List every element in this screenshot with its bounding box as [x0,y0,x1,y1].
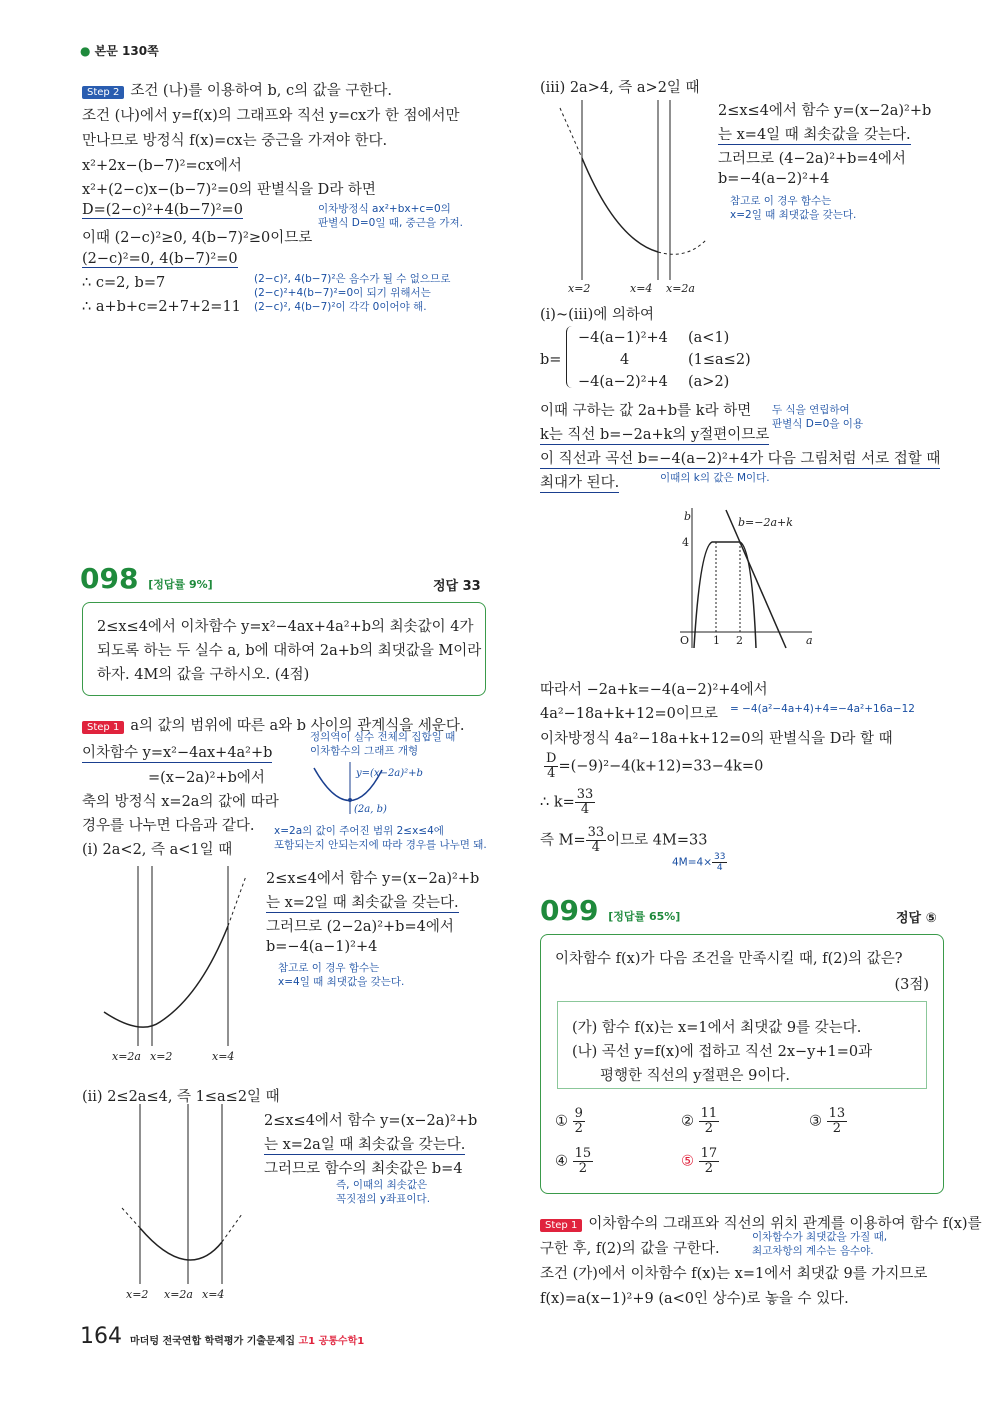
svg-text:x=4: x=4 [212,1050,235,1063]
text-line: f(x)=a(x−1)²+9 (a<0인 상수)로 놓을 수 있다. [540,1291,849,1307]
parabola-sketch [310,762,450,818]
text-line: (iii) 2a>4, 즉 a>2일 때 [540,80,700,96]
note: = −4(a²−4a+4)+4=−4a²+16a−12 [730,703,915,715]
text-line: 조건 (나)에서 y=f(x)의 그래프와 직선 y=cx가 한 점에서만 [82,108,460,124]
text-line: 조건 (가)에서 이차함수 f(x)는 x=1에서 최댓값 9를 가지므로 [540,1266,928,1282]
text-line: 그러므로 함수의 최솟값은 b=4 [264,1161,463,1177]
question-box: 2≤x≤4에서 이차함수 y=x²−4ax+4a²+b의 최솟값이 4가 되도록 하는 두 실수 a, b에 대하여 2a+b의 최댓값을 M이라 하자. 4M의 값을 구하시오. (4점) [82,602,486,696]
text-line: x²+2x−(b−7)²=cx에서 [82,158,242,174]
svg-text:x=2: x=2 [126,1288,149,1301]
text-line: 구한 후, f(2)의 값을 구한다. [540,1241,720,1257]
answer: 정답 ⑤ [896,911,937,926]
note: 정의역이 실수 전체의 집합일 때 이차함수의 그래프 개형 [310,731,456,757]
svg-text:x=2a: x=2a [666,282,695,295]
svg-text:y=(x−2a)²+b: y=(x−2a)²+b [356,768,423,779]
text-line: 2≤x≤4에서 함수 y=(x−2a)²+b [266,871,480,887]
text-line: 그러므로 (2−2a)²+b=4에서 [266,919,454,935]
choice-3[interactable]: ③ $\frac{13}{2}$ [809,1106,846,1136]
note: 이차함수가 최댓값을 가질 때, 최고차항의 계수는 음수야. [752,1231,888,1257]
graph-case1 [100,866,250,1066]
text-line: 경우를 나누면 다음과 같다. [82,818,255,834]
text-line: 는 x=4일 때 최솟값을 갖는다. [718,123,911,145]
svg-text:b=−2a+k: b=−2a+k [738,516,793,529]
graph-case2 [118,1104,258,1304]
footer-book: 마더텅 전국연합 학력평가 기출문제집 고1 공통수학1 [130,1336,365,1347]
choice-5[interactable]: ⑤ $\frac{17}{2}$ [681,1146,718,1176]
answer: 정답 33 [433,579,481,594]
text-line: (2−c)²=0, 4(b−7)²=0 [82,251,238,267]
text-line: (i)~(iii)에 의하여 [540,307,654,323]
graph-tangent [676,508,826,658]
text-line: (i) 2a<2, 즉 a<1일 때 [82,842,233,858]
note: 참고로 이 경우 함수는 x=4일 때 최댓값을 갖는다. [278,962,405,988]
step2-badge: Step 2 [82,86,124,99]
text-line: x²+(2−c)x−(b−7)²=0의 판별식을 D라 하면 [82,182,376,198]
problem-number: 098 [정답률 9%] [80,562,213,595]
graph-case3 [556,100,716,300]
page-number: 164 [80,1324,122,1349]
problem-number: 099 [정답률 65%] [540,894,681,927]
choice-4[interactable]: ④ $\frac{15}{2}$ [555,1146,592,1176]
step2-heading: Step 2 조건 (나)를 이용하여 b, c의 값을 구한다. [82,79,392,100]
text-line: 최대가 된다. [540,471,619,493]
text-line: 축의 방정식 x=2a의 값에 따라 [82,794,279,810]
text-line: 따라서 −2a+k=−4(a−2)²+4에서 [540,682,768,698]
text-line: 이때 (2−c)²≥0, 4(b−7)²≥0이므로 [82,230,313,246]
note: 이차방정식 ax²+bx+c=0의 판별식 D=0일 때, 중근을 가져. [318,203,464,229]
text-line: b=−4(a−2)²+4 [718,171,830,187]
text-line: b=−4(a−1)²+4 [266,939,378,955]
brace [566,326,573,388]
text-line: 4a²−18a+k+12=0이므로 [540,706,718,722]
text-line: 이차방정식 4a²−18a+k+12=0의 판별식을 D라 할 때 [540,731,893,747]
svg-text:b: b [684,510,692,523]
text-line: =(x−2a)²+b에서 [148,770,265,786]
text-line: 는 x=2일 때 최솟값을 갖는다. [266,891,459,913]
text-line: 이차함수 y=x²−4ax+4a²+b [82,741,272,763]
text-line: b= [540,352,562,368]
text-line: D=(2−c)²+4(b−7)²=0 [82,202,243,218]
note: 참고로 이 경우 함수는 x=2일 때 최댓값을 갖는다. [730,195,857,221]
note: 두 식을 연립하여 판별식 D=0을 이용 [772,404,864,430]
text-line: 2≤x≤4에서 함수 y=(x−2a)²+b [718,103,932,119]
note: 즉, 이때의 최솟값은 꼭짓점의 y좌표이다. [336,1179,431,1205]
question-box: 이차함수 f(x)가 다음 조건을 만족시킬 때, f(2)의 값은? (3점) (가) 함수 f(x)는 x=1에서 최댓값 9를 갖는다. (나) 곡선 y=f(x)에 접하고 직선 2x−y+1=0과 평행한 직선의 y절편은 9이다. ① $\frac{9}{2}$ ② $\frac{11}{2}$ ③ $\frac{13}{2}$ ④ $\frac{15}{2}$ ⑤ $\frac{17}{2}$ [540,934,944,1194]
svg-text:2: 2 [736,634,743,647]
svg-text:a: a [806,634,813,647]
text-line: ∴ c=2, b=7 [82,275,166,291]
page: ● 본문 130쪽 Step 2 조건 (나)를 이용하여 b, c의 값을 구한다. 조건 (나)에서 y=f(x)의 그래프와 직선 y=cx가 한 점에서만 만나므로 방정식 f(x)=cx는 중근을 가져야 한다. x²+2x−(b−7)²=cx에서 x²+(2−c)x−(b−7)²=0의 판별식을 D라 하면 D=(2−c)²+4(b−7)²=0 이때 (2−c)²≥0, 4(b−7)²≥0이므로 (2−c)²=0, 4(b−7)²=0 ∴ c=2, b=7 ∴ a+b+c=2+7+2=11 이차방정식 ax²+bx+c=0의 판별식 D=0일 때, 중근을 가져. (2−c)², 4(b−7)²은 음수가 될 수 없으므로 (2−c)²+4(b−7)²=0이 되기 위해서는 (2−c)², 4(b−7)²이 각각 0이어야 해. 098 [정답률 9%] 정답 33 2≤x≤4에서 이차함수 y=x²−4ax+4a²+b의 최솟값이 4가 되도록 하는 두 실수 a, b에 대하여 2a+b의 최댓값을 M이라 하자. 4M의 값을 구하시오. (4점) Step 1 a의 값의 범위에 따른 a와 b 사이의 관계식을 세운다. 이차함수 y=x²−4ax+4a²+b =(x−2a)²+b에서 축의 방정식 x=2a의 값에 따라 경우를 나누면 다음과 같다. (i) 2a<2, 즉 a<1일 때 정의역이 실수 전체의 집합일 때 이차함수의 그래프 개형 y=(x−2a)²+b (2a, b) x=2a의 값이 주어진 범위 2≤x≤4에 포함되는지 안되는지에 따라 경우를 나누면 돼. x=2a x=2 x=4 2≤x≤4에서 함수 y=(x−2a)²+b 는 x=2일 때 최솟값을 갖는다. 그러므로 (2−2a)²+b=4에서 b=−4(a−1)²+4 참고로 이 경우 함수는 x=4일 때 최댓값을 갖는다. (ii) 2≤2a≤4, 즉 1≤a≤2일 때 x=2 x=2a x=4 2≤x≤4에서 함수 y=(x−2a)²+b 는 x=2a일 때 최솟값을 갖는다. 그러므로 함수의 최솟값은 b=4 즉, 이때의 최솟값은 꼭짓점의 y좌표이다. (iii) 2a>4, 즉 a>2일 때 x=2 x=4 x=2a 2≤x≤4에서 함수 y=(x−2a)²+b 는 x=4일 때 최솟값을 갖는다. 그러므로 (4−2a)²+b=4에서 b=−4(a−2)²+4 참고로 이 경우 함수는 x=2일 때 최댓값을 갖는다. (i)~(iii)에 의하여 b= −4(a−1)²+4 (a<1) 4 (1≤a≤2) −4(a−2)²+4 (a>2) 이때 구하는 값 2a+b를 k라 하면 k는 직선 b=−2a+k의 y절편이므로 이 직선과 곡선 b=−4(a−2)²+4가 다음 그림처럼 서로 접할 때 최대가 된다. 두 식을 연립하여 판별식 D=0을 이용 이때의 k의 값은 M이다. b 4 O 1 2 a b=−2a+k 따라서 −2a+k=−4(a−2)²+4에서 4a²−18a+k+12=0이므로 = −4(a²−4a+4)+4=−4a²+16a−12 이차방정식 4a²−18a+k+12=0의 판별식을 D라 할 때 $\frac{D}{4}$ =(−9)²−4(k+12)=33−4k=0 ∴ k= $\frac{33}{4}$ 즉 M= $\frac{33}{4}$ 이므로 4M=33 4M=4× $\frac{33}{4}$ 099 [정답률 65%] 정답 ⑤ 이차함수 f(x)가 다음 조건을 만족시킬 때, f(2)의 값은? (3점) (가) 함수 f(x)는 x=1에서 최댓값 9를 갖는다. (나) 곡선 y=f(x)에 접하고 직선 2x−y+1=0과 평행한 직선의 y절편은 9이다. ① $\frac{9}{2}$ ② $\frac{11}{2}$ ③ $\frac{13}{2}$ ④ $\frac{15}{2}$ ⑤ $\frac{17}{2}$ Step 1 이차함수의 그래프와 직선의 위치 관계를 이용하여 함수 f(x)를 구한 후, f(2)의 값을 구한다. 이차함수가 최댓값을 가질 때, 최고차항의 계수는 음수야. 조건 (가)에서 이차함수 f(x)는 x=1에서 최댓값 9를 가지므로 f(x)=a(x−1)²+9 (a<0인 상수)로 놓을 수 있다. 164 마더텅 전국연합 학력평가 기출문제집 고1 공통수학1 [0,0,1004,1408]
svg-text:O: O [680,634,690,647]
text-line: (ii) 2≤2a≤4, 즉 1≤a≤2일 때 [82,1089,280,1105]
conditions-box: (가) 함수 f(x)는 x=1에서 최댓값 9를 갖는다. (나) 곡선 y=f(x)에 접하고 직선 2x−y+1=0과 평행한 직선의 y절편은 9이다. [557,1001,927,1089]
note: 4M=4× $\frac{33}{4}$ [672,852,726,873]
svg-text:x=2a: x=2a [112,1050,141,1063]
choice-2[interactable]: ② $\frac{11}{2}$ [681,1106,718,1136]
text-line: k는 직선 b=−2a+k의 y절편이므로 [540,423,769,445]
svg-text:x=4: x=4 [202,1288,225,1301]
note: (2−c)², 4(b−7)²은 음수가 될 수 없으므로 (2−c)²+4(b−7)²=0이 되기 위해서는 (2−c)², 4(b−7)²이 각각 0이어야 해. [254,273,451,313]
svg-text:1: 1 [713,634,720,647]
text-line: 이 직선과 곡선 b=−4(a−2)²+4가 다음 그림처럼 서로 접할 때 [540,447,940,469]
text-line: 는 x=2a일 때 최솟값을 갖는다. [264,1133,465,1155]
svg-text:x=2: x=2 [568,282,591,295]
text-line: 만나므로 방정식 f(x)=cx는 중근을 가져야 한다. [82,133,388,149]
svg-text:(2a, b): (2a, b) [354,804,387,815]
text-line: 2≤x≤4에서 함수 y=(x−2a)²+b [264,1113,478,1129]
svg-text:x=2: x=2 [150,1050,173,1063]
note: 이때의 k의 값은 M이다. [660,472,770,484]
svg-text:4: 4 [682,536,689,549]
svg-text:x=2a: x=2a [164,1288,193,1301]
step1-heading: Step 1 이차함수의 그래프와 직선의 위치 관계를 이용하여 함수 f(x)를 [540,1212,982,1233]
svg-text:x=4: x=4 [630,282,653,295]
text-line: 그러므로 (4−2a)²+b=4에서 [718,151,906,167]
text-line: ∴ a+b+c=2+7+2=11 [82,299,241,315]
note: x=2a의 값이 주어진 범위 2≤x≤4에 포함되는지 안되는지에 따라 경우를 나누면 돼. [274,825,487,851]
step1-heading: Step 1 a의 값의 범위에 따른 a와 b 사이의 관계식을 세운다. [82,714,465,735]
choice-1[interactable]: ① $\frac{9}{2}$ [555,1106,583,1136]
text-line: 이때 구하는 값 2a+b를 k라 하면 [540,403,752,419]
page-reference: ● 본문 130쪽 [80,44,159,58]
